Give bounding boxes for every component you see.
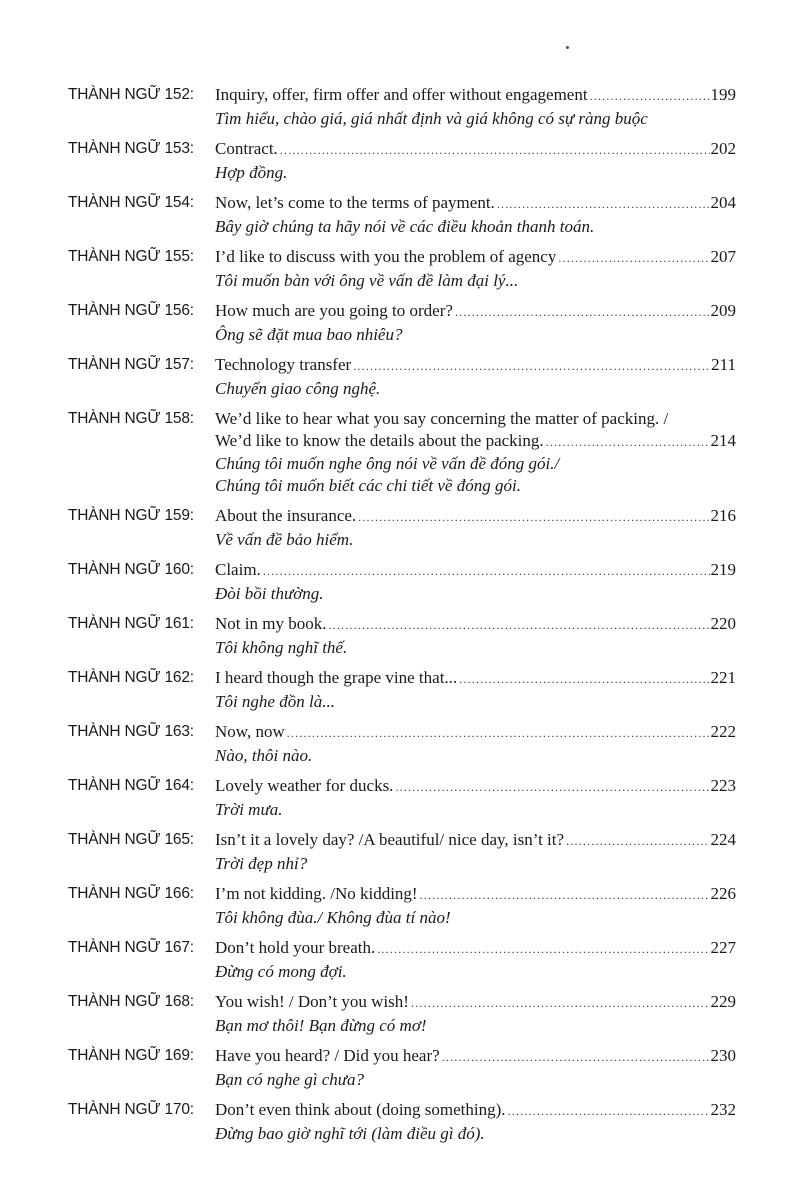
- entry-translation: Đừng có mong đợi.: [215, 961, 347, 981]
- entry-title: We’d like to know the details about the packing.: [215, 430, 544, 450]
- entry-title: You wish! / Don’t you wish!: [215, 992, 409, 1011]
- entry-translation: Nào, thôi nào.: [215, 745, 313, 765]
- page-number: 204: [710, 193, 736, 212]
- entry-title: I’m not kidding. /No kidding!: [215, 884, 418, 903]
- entry-label: THÀNH NGỮ 156:: [68, 302, 194, 319]
- entry-title: I’d like to discuss with you the problem of agency: [215, 247, 557, 266]
- entry-content: [215, 300, 736, 345]
- entry-content: [215, 84, 736, 129]
- dot-leader: [442, 1047, 710, 1069]
- toc-entry: [68, 883, 736, 928]
- entry-label: THÀNH NGỮ 154:: [68, 194, 194, 211]
- entry-translation: Trời đẹp nhỉ?: [215, 853, 308, 873]
- entry-title-line: [215, 1099, 736, 1123]
- dot-leader: [455, 302, 710, 324]
- page-number: 223: [710, 776, 736, 795]
- entry-label: THÀNH NGỮ 157:: [68, 356, 194, 373]
- toc-entry: [68, 505, 736, 550]
- entry-title-line: [215, 430, 736, 454]
- page-number: 219: [710, 560, 736, 579]
- entry-label: THÀNH NGỮ 169:: [68, 1047, 194, 1064]
- dot-leader: [590, 86, 710, 108]
- entry-title: Lovely weather for ducks.: [215, 776, 394, 795]
- entry-translation: Hợp đồng.: [215, 162, 288, 182]
- dot-leader: [328, 615, 709, 637]
- page-number: 232: [710, 1100, 736, 1119]
- entry-title-line: [215, 937, 736, 961]
- entry-title: Technology transfer: [215, 355, 352, 374]
- dot-leader: [459, 669, 709, 691]
- toc-entry: [68, 192, 736, 237]
- entry-content: [215, 667, 736, 712]
- entry-translation: Ông sẽ đặt mua bao nhiêu?: [215, 324, 403, 344]
- entry-label: THÀNH NGỮ 164:: [68, 777, 194, 794]
- entry-label: THÀNH NGỮ 155:: [68, 248, 194, 265]
- entry-translation: Bạn mơ thôi! Bạn đừng có mơ!: [215, 1015, 427, 1035]
- toc-entry: [68, 246, 736, 291]
- dot-leader: [546, 432, 710, 454]
- toc-entry: [68, 667, 736, 712]
- entry-label: THÀNH NGỮ 166:: [68, 885, 194, 902]
- entry-title-line: [215, 84, 736, 108]
- toc-entry: [68, 408, 736, 496]
- page-number: 222: [710, 722, 736, 741]
- dot-leader: [395, 777, 709, 799]
- dot-leader: [263, 561, 710, 583]
- toc-entry: [68, 559, 736, 604]
- entry-content: [215, 138, 736, 183]
- page-number: 224: [710, 830, 736, 849]
- dot-leader: [280, 140, 710, 162]
- entry-label: THÀNH NGỮ 161:: [68, 615, 194, 632]
- entry-translation: Bây giờ chúng ta hãy nói về các điều khoản thanh toán.: [215, 216, 595, 236]
- entry-title: Have you heard? / Did you hear?: [215, 1046, 440, 1065]
- entry-title: About the insurance.: [215, 506, 357, 525]
- entry-title: We’d like to hear what you say concerning the matter of packing. /: [215, 409, 669, 428]
- entry-content: [215, 408, 736, 496]
- entry-content: [215, 354, 736, 399]
- entry-translation: Đừng bao giờ nghĩ tới (làm điều gì đó).: [215, 1123, 485, 1143]
- toc-entry: [68, 84, 736, 129]
- entry-translation: Chúng tôi muốn nghe ông nói về vấn đề đóng gói./: [215, 454, 560, 473]
- page-number: 229: [710, 992, 736, 1011]
- entry-title-line: [215, 991, 736, 1015]
- entry-content: [215, 937, 736, 982]
- page-number: 216: [710, 506, 736, 525]
- entry-translation: Chuyển giao công nghệ.: [215, 378, 381, 398]
- toc-entry: [68, 937, 736, 982]
- entry-title-line: [215, 1045, 736, 1069]
- entry-title-line: [215, 667, 736, 691]
- dot-leader: [377, 939, 709, 961]
- page-number: 220: [710, 614, 736, 633]
- entry-translation: Chúng tôi muốn biết các chi tiết về đóng gói.: [215, 475, 521, 495]
- entry-translation: Tôi muốn bàn với ông về vấn đề làm đại lý...: [215, 270, 519, 290]
- entry-label: THÀNH NGỮ 160:: [68, 561, 194, 578]
- table-of-contents: [68, 84, 736, 1153]
- entry-title: Claim.: [215, 560, 261, 579]
- entry-content: [215, 192, 736, 237]
- entry-title: Now, now: [215, 722, 285, 741]
- entry-content: [215, 721, 736, 766]
- entry-title-line: [215, 354, 736, 378]
- dot-leader: [497, 194, 710, 216]
- entry-content: [215, 883, 736, 928]
- dot-leader: [411, 993, 710, 1015]
- entry-title: How much are you going to order?: [215, 301, 453, 320]
- entry-label: THÀNH NGỮ 159:: [68, 507, 194, 524]
- toc-entry: [68, 1045, 736, 1090]
- entry-title: Don’t even think about (doing something).: [215, 1100, 506, 1119]
- toc-entry: [68, 829, 736, 874]
- page-number: 227: [710, 938, 736, 957]
- entry-translation: Tìm hiểu, chào giá, giá nhất định và giá không có sự ràng buộc: [215, 108, 648, 128]
- page-number: 214: [710, 430, 736, 450]
- entry-title: I heard though the grape vine that...: [215, 668, 458, 687]
- entry-translation: Trời mưa.: [215, 799, 283, 819]
- page-number: 209: [710, 301, 736, 320]
- dot-leader: [508, 1101, 710, 1123]
- toc-entry: [68, 354, 736, 399]
- entry-translation: Về vấn đề bảo hiểm.: [215, 529, 354, 549]
- entry-title-line: [215, 775, 736, 799]
- entry-content: [215, 559, 736, 604]
- entry-label: THÀNH NGỮ 152:: [68, 86, 194, 103]
- entry-title: Not in my book.: [215, 614, 327, 633]
- entry-content: [215, 991, 736, 1036]
- entry-translation: Tôi không nghĩ thế.: [215, 637, 348, 657]
- entry-title-line: [215, 505, 736, 529]
- entry-title: Isn’t it a lovely day? /A beautiful/ nice day, isn’t it?: [215, 830, 565, 849]
- entry-content: [215, 829, 736, 874]
- toc-entry: [68, 138, 736, 183]
- entry-translation: Đòi bồi thường.: [215, 583, 324, 603]
- entry-content: [215, 613, 736, 658]
- page-number: 199: [710, 85, 736, 104]
- toc-entry: [68, 300, 736, 345]
- toc-entry: [68, 613, 736, 658]
- entry-label: THÀNH NGỮ 163:: [68, 723, 194, 740]
- entry-title-line: [215, 559, 736, 583]
- entry-title-line: [215, 613, 736, 637]
- entry-translation: Bạn có nghe gì chưa?: [215, 1069, 365, 1089]
- entry-title-line: [215, 138, 736, 162]
- entry-label: THÀNH NGỮ 162:: [68, 669, 194, 686]
- entry-label: THÀNH NGỮ 167:: [68, 939, 194, 956]
- page-speck: [566, 46, 569, 49]
- entry-label: THÀNH NGỮ 170:: [68, 1101, 194, 1118]
- dot-leader: [420, 885, 710, 907]
- entry-title-line: [215, 300, 736, 324]
- entry-title: Don’t hold your breath.: [215, 938, 376, 957]
- entry-label: THÀNH NGỮ 158:: [68, 410, 194, 427]
- entry-title: Contract.: [215, 139, 278, 158]
- entry-title-line: [215, 192, 736, 216]
- entry-title: Now, let’s come to the terms of payment.: [215, 193, 495, 212]
- dot-leader: [353, 356, 710, 378]
- entry-title: Inquiry, offer, firm offer and offer without engagement: [215, 85, 588, 104]
- entry-label: THÀNH NGỮ 168:: [68, 993, 194, 1010]
- dot-leader: [566, 831, 709, 853]
- entry-title-line: [215, 721, 736, 745]
- dot-leader: [558, 248, 709, 270]
- entry-content: [215, 1099, 736, 1144]
- entry-title-line: [215, 246, 736, 270]
- dot-leader: [358, 507, 709, 529]
- entry-content: [215, 505, 736, 550]
- entry-translation: Tôi nghe đồn là...: [215, 691, 335, 711]
- toc-entry: [68, 721, 736, 766]
- entry-content: [215, 1045, 736, 1090]
- page-number: 211: [711, 355, 736, 374]
- entry-title-line: [215, 883, 736, 907]
- page-number: 207: [710, 247, 736, 266]
- entry-label: THÀNH NGỮ 165:: [68, 831, 194, 848]
- entry-translation: Tôi không đùa./ Không đùa tí nào!: [215, 907, 451, 927]
- dot-leader: [287, 723, 710, 745]
- entry-content: [215, 246, 736, 291]
- toc-entry: [68, 775, 736, 820]
- entry-title-line: [215, 829, 736, 853]
- entry-content: [215, 775, 736, 820]
- toc-entry: [68, 1099, 736, 1144]
- page-number: 202: [710, 139, 736, 158]
- page-number: 226: [710, 884, 736, 903]
- entry-label: THÀNH NGỮ 153:: [68, 140, 194, 157]
- page-number: 221: [710, 668, 736, 687]
- page-number: 230: [710, 1046, 736, 1065]
- toc-entry: [68, 991, 736, 1036]
